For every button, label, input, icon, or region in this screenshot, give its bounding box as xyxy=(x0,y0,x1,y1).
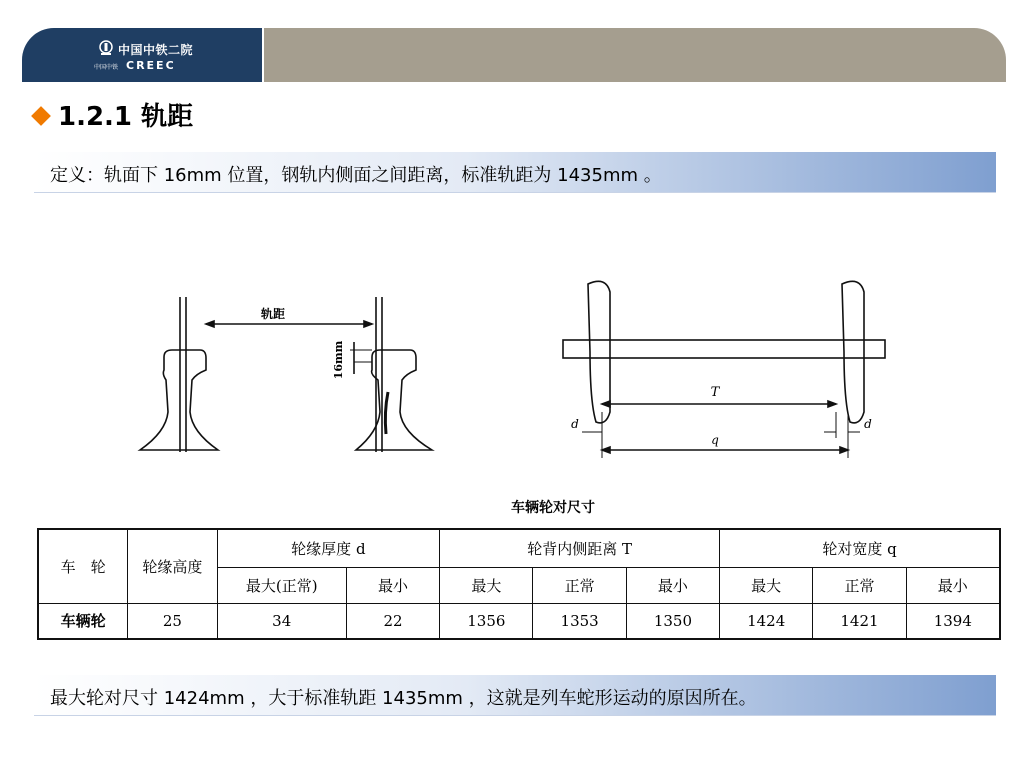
axle-label-d-left: d xyxy=(571,417,579,431)
wheelset-dimension-table xyxy=(37,528,1001,640)
header-pair-width: 轮对宽度 q xyxy=(720,529,1000,567)
axle-label-q: q xyxy=(711,433,719,447)
table-caption: 车辆轮对尺寸 xyxy=(511,500,595,516)
bullet-diamond-icon xyxy=(31,106,51,126)
axle-label-T: T xyxy=(710,385,720,400)
cell-width-max: 1424 xyxy=(720,603,813,639)
logo-block xyxy=(22,28,262,82)
table-row xyxy=(38,603,1000,639)
header-flange-height: 轮缘高度 xyxy=(128,529,217,603)
cell-back-min: 1350 xyxy=(626,603,719,639)
conclusion-text: 最大轮对尺寸 1424mm ，大于标准轨距 1435mm ，这就是列车蛇形运动的原因所在。 xyxy=(50,688,757,709)
header-flange-thickness: 轮缘厚度 d xyxy=(217,529,440,567)
logo-chinese-small: 中国中铁 xyxy=(94,64,119,71)
subheader-thick-min: 最小 xyxy=(346,567,439,603)
subheader-thick-max-normal: 最大(正常) xyxy=(217,567,346,603)
definition-band xyxy=(34,152,996,193)
conclusion-band xyxy=(34,675,996,716)
cell-flange-height: 25 xyxy=(128,603,217,639)
creec-logo-icon xyxy=(99,40,113,56)
logo-english-name: CREEC xyxy=(126,59,176,72)
row-name: 车辆轮 xyxy=(38,603,128,639)
axle-label-d-right: d xyxy=(864,417,872,431)
16mm-label: 16mm xyxy=(332,340,345,380)
logo-chinese-name: 中国中铁二院 xyxy=(118,43,194,57)
gauge-label: 轨距 xyxy=(260,307,286,321)
cell-width-normal: 1421 xyxy=(813,603,906,639)
cell-width-min: 1394 xyxy=(906,603,1000,639)
cell-thick-min: 22 xyxy=(346,603,439,639)
right-rail-drawing xyxy=(356,297,432,452)
slide-title-text: 1.2.1 轨距 xyxy=(58,102,194,132)
left-rail-drawing xyxy=(140,297,218,452)
slide-title xyxy=(34,96,193,133)
cell-back-max: 1356 xyxy=(440,603,533,639)
header-back-distance: 轮背内侧距离 T xyxy=(440,529,720,567)
cell-thick-max: 34 xyxy=(217,603,346,639)
subheader-width-max: 最大 xyxy=(720,567,813,603)
subheader-back-min: 最小 xyxy=(626,567,719,603)
wheelset-drawing xyxy=(563,281,885,458)
header-wheel: 车 轮 xyxy=(38,529,128,603)
subheader-back-normal: 正常 xyxy=(533,567,626,603)
cell-back-normal: 1353 xyxy=(533,603,626,639)
subheader-width-min: 最小 xyxy=(906,567,1000,603)
header-gray-bar xyxy=(262,28,1006,82)
definition-text: 定义：轨面下 16mm 位置，钢轨内侧面之间距离，标准轨距为 1435mm 。 xyxy=(50,165,662,186)
header-bar xyxy=(22,28,1004,82)
subheader-back-max: 最大 xyxy=(440,567,533,603)
subheader-width-normal: 正常 xyxy=(813,567,906,603)
gauge-figure xyxy=(120,262,900,472)
